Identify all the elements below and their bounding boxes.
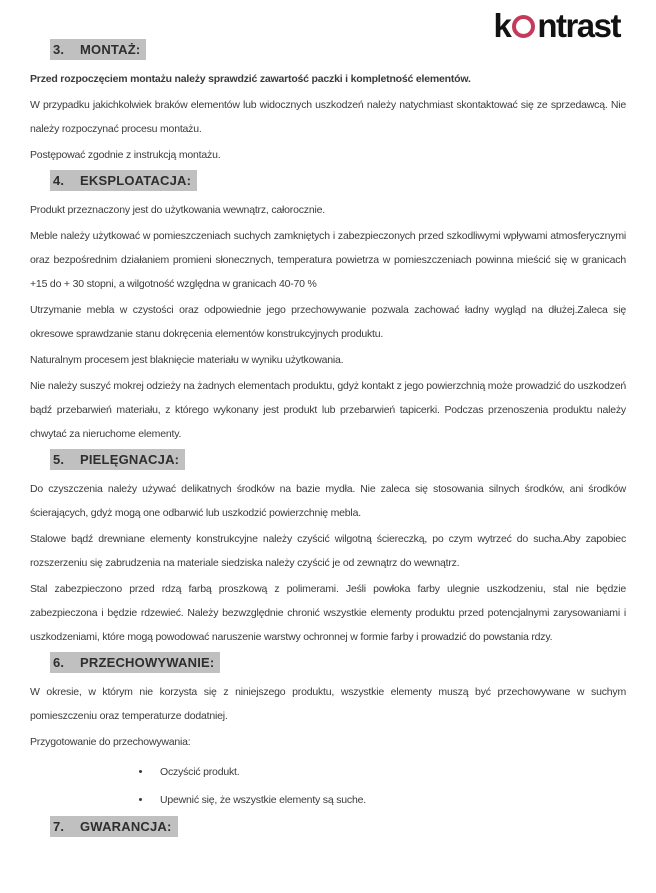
paragraph-missing-elements: W przypadku jakichkolwiek braków elementów lub widocznych uszkodzeń należy natychmiast skontaktować się ze sprzedawcą. Nie należy rozpoczynać procesu montażu.	[30, 99, 626, 135]
heading-highlight	[50, 39, 146, 60]
section-pielegnacja	[30, 449, 626, 649]
storage-checklist	[30, 760, 626, 812]
heading-highlight	[50, 816, 178, 837]
section-5-heading	[50, 449, 626, 470]
paragraph-steel-wood-cleaning: Stalowe bądź drewniane elementy konstrukcyjne należy czyścić wilgotną ściereczką, po czym wytrzeć do sucha.Aby zapobiec rozszerzeniu się zabrudzenia na materiale siedziska należy czyścić je od zewnątrz do wewnątrz.	[30, 533, 626, 569]
list-item-clean-product: • Oczyścić produkt.	[152, 760, 626, 784]
heading-highlight	[50, 652, 220, 673]
section-4-title: EKSPLOATACJA:	[80, 173, 192, 188]
section-przechowywanie	[30, 652, 626, 812]
section-gwarancja	[30, 816, 626, 837]
section-6-heading	[50, 652, 626, 673]
paragraph-follow-instructions: Postępować zgodnie z instrukcją montażu.	[30, 149, 221, 161]
heading-highlight	[50, 449, 185, 470]
paragraph-indoor-use: Produkt przeznaczony jest do użytkowania wewnątrz, całorocznie.	[30, 204, 325, 216]
paragraph-rust-protection: Stal zabezpieczono przed rdzą farbą proszkową z polimerami. Jeśli powłoka farby ulegnie uszkodzeniu, stal nie będzie zabezpieczona i będzie rdzewieć. Należy bezwzględnie chronić wszystkie elementy produktu przed potencjalnymi zarysowaniami i uszkodzeniami, które mogą powodować naruszenie warstwy ochronnej w formie farby i prowadzić do powstania rdzy.	[30, 583, 626, 643]
section-3-number: 3.	[53, 42, 65, 57]
paragraph-mild-cleaners: Do czyszczenia należy używać delikatnych środków na bazie mydła. Nie zaleca się stosowania silnych środków, ani środków ścierających, gdyż mogą one odbarwić lub uszkodzić powierzchnię mebla.	[30, 483, 626, 519]
section-4-number: 4.	[53, 173, 65, 188]
section-7-heading	[50, 816, 626, 837]
paragraph-cleanliness: Utrzymanie mebla w czystości oraz odpowiednie jego przechowywanie pozwala zachować ładny wygląd na dłużej.Zaleca się okresowe sprawdzanie stanu dokręcenia elementów konstrukcyjnych produktu.	[30, 304, 626, 340]
list-item-dry-elements: • Upewnić się, że wszystkie elementy są suche.	[152, 788, 626, 812]
section-5-number: 5.	[53, 452, 65, 467]
paragraph-storage-preparation: Przygotowanie do przechowywania:	[30, 736, 191, 748]
logo-red-circle-o-icon	[512, 15, 535, 38]
paragraph-check-package: Przed rozpoczęciem montażu należy sprawdzić zawartość paczki i kompletność elementów.	[30, 73, 471, 85]
paragraph-fading: Naturalnym procesem jest blaknięcie materiału w wyniku użytkowania.	[30, 354, 344, 366]
section-5-title: PIELĘGNACJA:	[80, 452, 180, 467]
section-montaz	[30, 39, 626, 167]
heading-highlight	[50, 170, 197, 191]
section-7-title: GWARANCJA:	[80, 819, 172, 834]
section-6-title: PRZECHOWYWANIE:	[80, 655, 215, 670]
section-4-heading	[50, 170, 626, 191]
paragraph-room-conditions: Meble należy użytkować w pomieszczeniach suchych zamkniętych i zabezpieczonych przed szkodliwymi wpływami atmosferycznymi oraz bezpośrednim działaniem promieni słonecznych, temperatura powietrza w pomieszczeniach powinna mieścić się w granicach +15 do + 30 stopni, a wilgotność względna w granicach 40-70 %	[30, 230, 626, 290]
section-eksploatacja	[30, 170, 626, 446]
paragraph-wet-clothes: Nie należy suszyć mokrej odzieży na żadnych elementach produktu, gdyż kontakt z jego powierzchnią może prowadzić do uszkodzeń bądź przebarwień materiału, z którego wykonany jest produkt lub przebarwień tapicerki. Podczas przenoszenia produktu należy chwytać za nieruchome elementy.	[30, 380, 626, 440]
kontrast-logo	[493, 8, 620, 44]
section-7-number: 7.	[53, 819, 65, 834]
logo-letter-k: k	[493, 7, 511, 44]
section-3-title: MONTAŻ:	[80, 42, 141, 57]
section-6-number: 6.	[53, 655, 65, 670]
logo-letters-ntrast: ntrast	[537, 7, 620, 44]
paragraph-storage-conditions: W okresie, w którym nie korzysta się z niniejszego produktu, wszystkie elementy muszą być przechowywane w suchym pomieszczeniu oraz temperaturze dodatniej.	[30, 686, 626, 722]
